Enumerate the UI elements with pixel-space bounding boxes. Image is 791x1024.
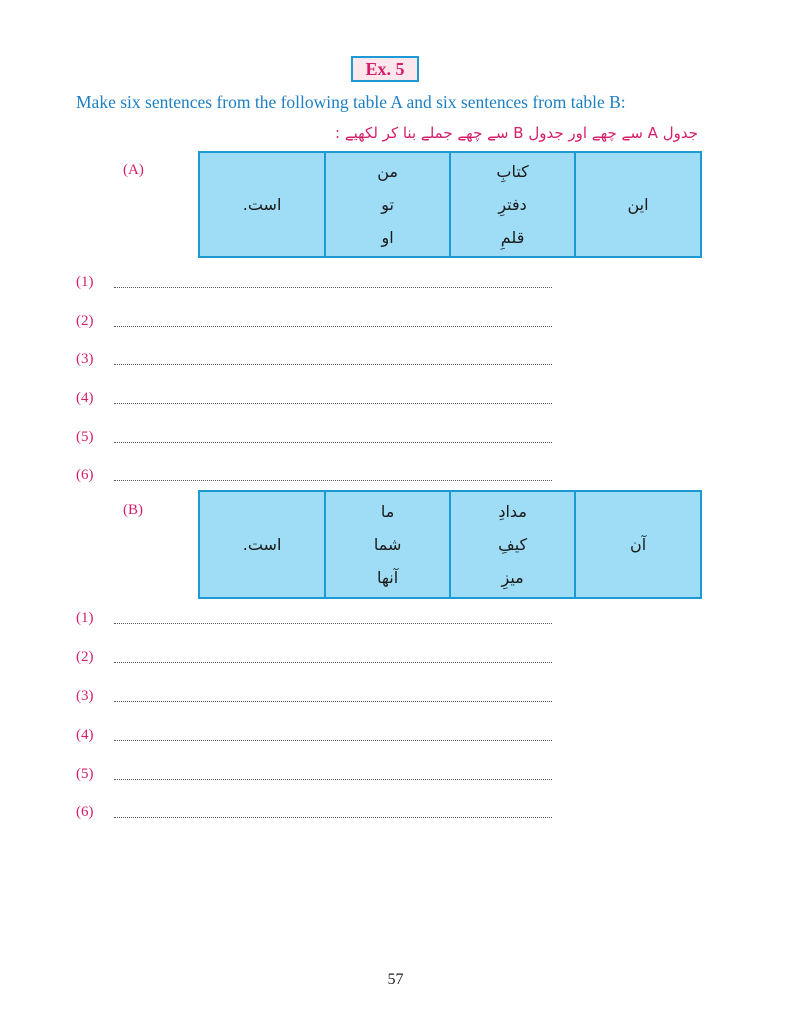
answer-line-number: (2) bbox=[76, 648, 94, 665]
answer-line[interactable] bbox=[76, 765, 552, 783]
answer-line-number: (5) bbox=[76, 765, 94, 782]
answer-line[interactable] bbox=[76, 648, 552, 666]
answer-dotted-line[interactable] bbox=[114, 354, 552, 365]
answer-line[interactable] bbox=[76, 687, 552, 705]
table-b-word: آنها bbox=[377, 568, 399, 587]
table-b-word: ما bbox=[380, 502, 395, 521]
answer-line-number: (3) bbox=[76, 350, 94, 367]
answer-line[interactable] bbox=[76, 726, 552, 744]
answer-line-number: (1) bbox=[76, 273, 94, 290]
table-a-word: کتابِ bbox=[496, 162, 529, 181]
table-b-label: (B) bbox=[123, 502, 143, 518]
table-b-word: شما bbox=[373, 535, 402, 554]
answer-dotted-line[interactable] bbox=[114, 769, 552, 780]
answer-dotted-line[interactable] bbox=[114, 393, 552, 404]
table-a-word: است. bbox=[242, 195, 282, 214]
table-a-word: قلمِ bbox=[500, 228, 525, 247]
answer-line[interactable] bbox=[76, 273, 552, 291]
table-b-col-4 bbox=[199, 491, 325, 598]
table-b-word: کیفِ bbox=[498, 535, 528, 554]
table-b-col-2 bbox=[450, 491, 575, 598]
answer-line-number: (4) bbox=[76, 726, 94, 743]
table-a-word: دفترِ bbox=[498, 195, 527, 214]
answer-line[interactable] bbox=[76, 466, 552, 484]
answer-line[interactable] bbox=[76, 350, 552, 368]
table-a-word: او bbox=[381, 228, 394, 247]
instruction-urdu: جدول A سے چھے اور جدول B سے چھے جملے بنا کر لکھیے : bbox=[335, 124, 698, 142]
table-b-col-3 bbox=[325, 491, 450, 598]
word-table-a bbox=[198, 151, 702, 258]
table-a-word: من bbox=[377, 162, 398, 181]
instruction-english: Make six sentences from the following table A and six sentences from table B: bbox=[76, 92, 626, 112]
answer-dotted-line[interactable] bbox=[114, 316, 552, 327]
answer-line-number: (1) bbox=[76, 609, 94, 626]
exercise-label: Ex. 5 bbox=[365, 58, 405, 79]
answer-line-number: (3) bbox=[76, 687, 94, 704]
table-a-label: (A) bbox=[123, 162, 144, 178]
answer-line-number: (5) bbox=[76, 428, 94, 445]
word-table-b bbox=[198, 490, 702, 599]
answer-dotted-line[interactable] bbox=[114, 807, 552, 818]
answer-line[interactable] bbox=[76, 312, 552, 330]
page-number: 57 bbox=[387, 971, 404, 988]
answer-dotted-line[interactable] bbox=[114, 277, 552, 288]
table-b-word: آن bbox=[629, 535, 647, 554]
answer-dotted-line[interactable] bbox=[114, 613, 552, 624]
exercise-label-box bbox=[351, 56, 419, 82]
table-b-word: است. bbox=[242, 535, 282, 554]
table-b-word: میزِ bbox=[501, 568, 524, 587]
answer-line[interactable] bbox=[76, 803, 552, 821]
answer-line[interactable] bbox=[76, 389, 552, 407]
answer-dotted-line[interactable] bbox=[114, 691, 552, 702]
answer-dotted-line[interactable] bbox=[114, 470, 552, 481]
answer-dotted-line[interactable] bbox=[114, 432, 552, 443]
answer-line-number: (6) bbox=[76, 466, 94, 483]
table-b-col-1 bbox=[575, 491, 701, 598]
table-a-col-4 bbox=[199, 152, 325, 257]
answer-line-number: (6) bbox=[76, 803, 94, 820]
table-a-col-1 bbox=[575, 152, 701, 257]
table-a-col-2 bbox=[450, 152, 575, 257]
answer-line[interactable] bbox=[76, 609, 552, 627]
table-a-word: این bbox=[627, 195, 649, 214]
table-a-word: تو bbox=[381, 195, 394, 214]
table-a-col-3 bbox=[325, 152, 450, 257]
answer-dotted-line[interactable] bbox=[114, 730, 552, 741]
table-b-word: مدادِ bbox=[498, 502, 527, 521]
answer-dotted-line[interactable] bbox=[114, 652, 552, 663]
answer-line-number: (2) bbox=[76, 312, 94, 329]
answer-line-number: (4) bbox=[76, 389, 94, 406]
answer-line[interactable] bbox=[76, 428, 552, 446]
